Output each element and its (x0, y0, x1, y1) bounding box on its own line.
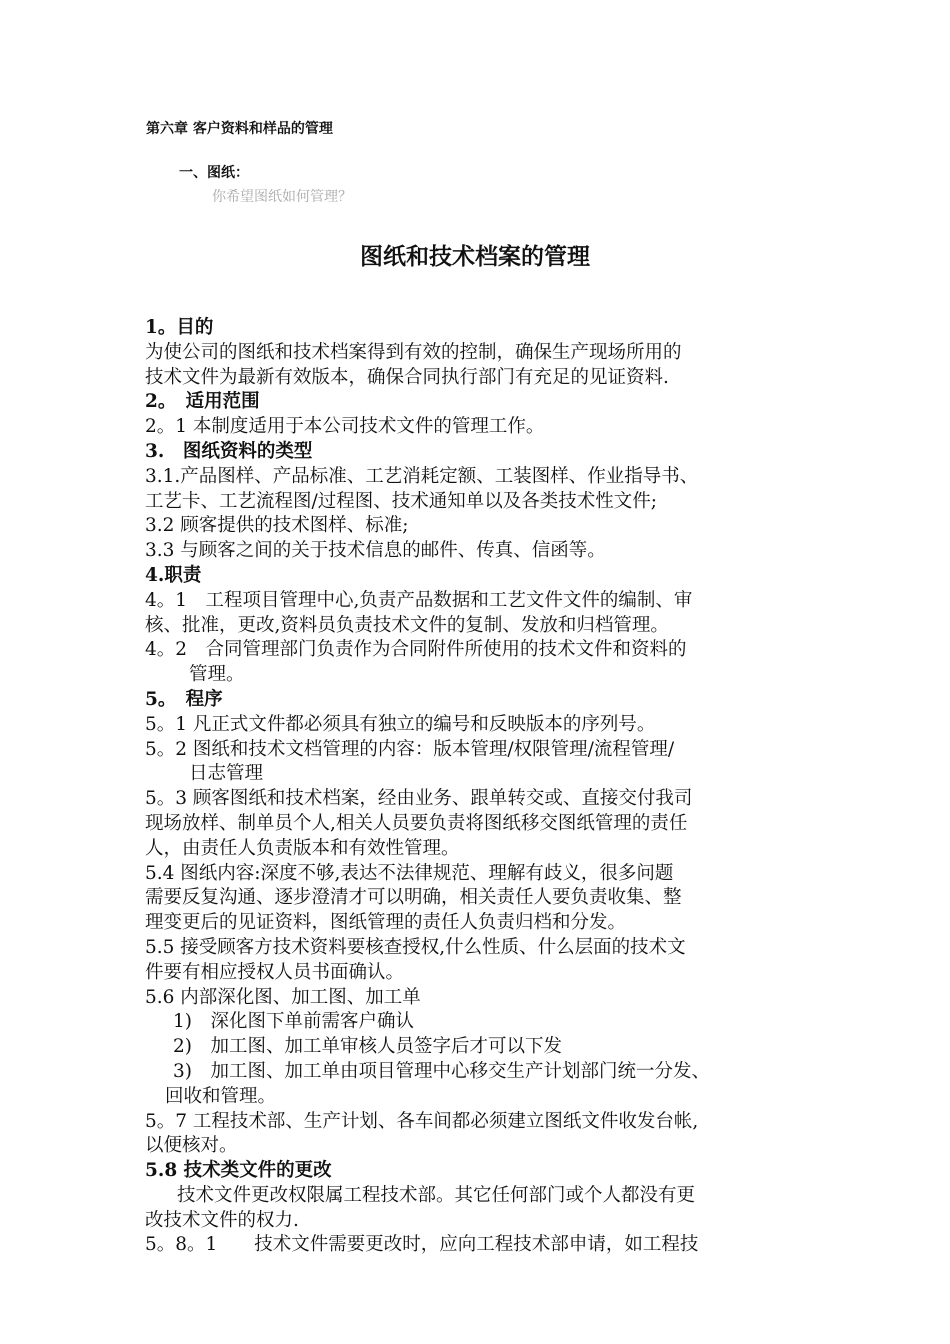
document-title: 图纸和技术档案的管理 (360, 244, 590, 270)
paragraph-line: 以便核对。 (145, 1135, 238, 1157)
heading-purpose: 1。目的 (145, 317, 214, 338)
paragraph-line: 理变更后的见证资料，图纸管理的责任人负责归档和分发。 (145, 912, 627, 934)
chapter-title: 第六章 客户资料和样品的管理 (146, 121, 333, 137)
paragraph-line: 技术文件为最新有效版本，确保合同执行部门有充足的见证资料. (145, 366, 669, 388)
paragraph-line: 5。3 顾客图纸和技术档案，经由业务、跟单转交或、直接交付我司 (145, 788, 693, 810)
paragraph-line: 5.6 内部深化图、加工图、加工单 (145, 986, 421, 1008)
paragraph-line: 4。1 工程项目管理中心,负责产品数据和工艺文件文件的编制、审 (145, 589, 693, 611)
heading-procedure: 5。 程序 (145, 688, 223, 710)
paragraph-line: 需要反复沟通、逐步澄清才可以明确，相关责任人要负责收集、整 (145, 887, 682, 909)
paragraph-line: 管理。 (189, 664, 245, 686)
paragraph-line: 2。1 本制度适用于本公司技术文件的管理工作。 (145, 416, 545, 438)
paragraph-line: 工艺卡、工艺流程图/过程图、技术通知单以及各类技术性文件; (145, 490, 657, 512)
paragraph-line: 日志管理 (189, 763, 264, 785)
paragraph-line: 4。2 合同管理部门负责作为合同附件所使用的技术文件和资料的 (145, 639, 687, 661)
paragraph-line: 5。2 图纸和技术文档管理的内容：版本管理/权限管理/流程管理/ (145, 738, 675, 760)
heading-scope: 2。 适用范围 (145, 391, 260, 413)
list-item: 1) 深化图下单前需客户确认 (173, 1011, 414, 1033)
paragraph-line: 5。8。1 技术文件需要更改时，应向工程技术部申请，如工程技 (145, 1234, 699, 1256)
paragraph-line: 核、批准，更改,资料员负责技术文件的复制、发放和归档管理。 (145, 614, 669, 636)
paragraph-line: 件要有相应授权人员书面确认。 (145, 961, 405, 983)
section-heading: 一、图纸： (179, 165, 249, 181)
paragraph-line: 技术文件更改权限属工程技术部。其它任何部门或个人都没有更 (177, 1184, 696, 1206)
list-item: 2) 加工图、加工单审核人员签字后才可以下发 (173, 1036, 562, 1058)
heading-changes: 5.8 技术类文件的更改 (145, 1160, 332, 1182)
paragraph-line: 3.2 顾客提供的技术图样、标准; (145, 515, 409, 537)
list-item-continuation: 回收和管理。 (165, 1085, 277, 1107)
paragraph-line: 3.3 与顾客之间的关于技术信息的邮件、传真、信函等。 (145, 540, 606, 562)
list-item: 3) 加工图、加工单由项目管理中心移交生产计划部门统一分发、 (173, 1060, 710, 1082)
paragraph-line: 5。7 工程技术部、生产计划、各车间都必须建立图纸文件收发台帐, (145, 1110, 699, 1132)
document-body (145, 316, 835, 1258)
paragraph-line: 5。1 凡正式文件都必须具有独立的编号和反映版本的序列号。 (145, 713, 656, 735)
heading-duties: 4.职责 (145, 564, 202, 586)
heading-types: 3. 图纸资料的类型 (145, 440, 313, 462)
paragraph-line: 人，由责任人负责版本和有效性管理。 (145, 837, 460, 859)
paragraph-line: 改技术文件的权力. (145, 1209, 299, 1231)
paragraph-line: 现场放样、制单员个人,相关人员要负责将图纸移交图纸管理的责任 (145, 812, 688, 834)
paragraph-line: 3.1.产品图样、产品标准、工艺消耗定额、工装图样、作业指导书、 (145, 465, 699, 487)
paragraph-line: 5.4 图纸内容:深度不够,表达不法律规范、理解有歧义，很多问题 (145, 862, 674, 884)
paragraph-line: 5.5 接受顾客方技术资料要核查授权,什么性质、什么层面的技术文 (145, 936, 686, 958)
hint-text: 你希望图纸如何管理？ (212, 189, 352, 205)
paragraph-line: 为使公司的图纸和技术档案得到有效的控制，确保生产现场所用的 (145, 341, 682, 363)
